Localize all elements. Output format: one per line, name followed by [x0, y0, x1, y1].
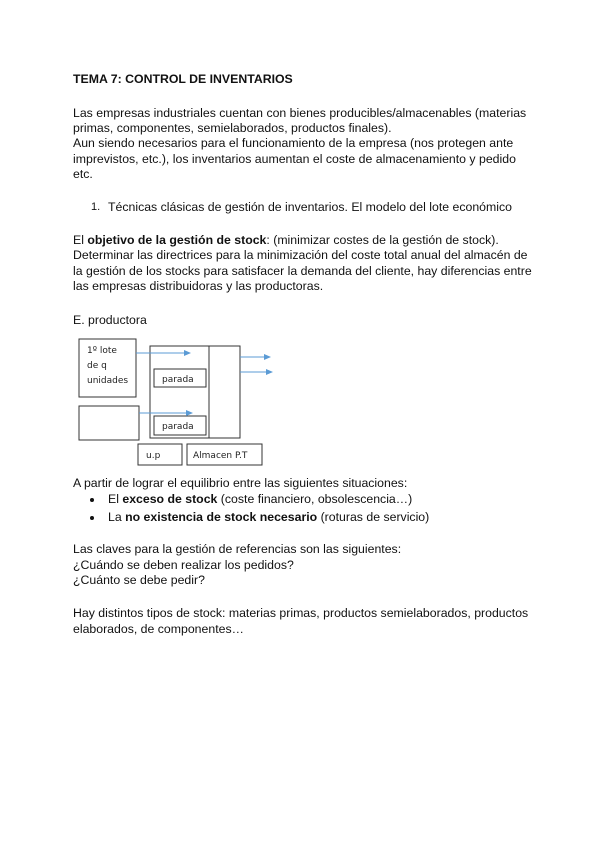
intro-line-2: primas, componentes, semielaborados, productos finales).	[73, 121, 392, 135]
objective-line-4: las empresas distribuidoras y las productoras.	[73, 279, 324, 293]
stop-label-2: parada	[162, 422, 194, 432]
intro-line-1: Las empresas industriales cuentan con bienes producibles/almacenables (materias	[73, 106, 527, 120]
page-title: TEMA 7: CONTROL DE INVENTARIOS	[73, 72, 293, 86]
empty-box	[79, 406, 139, 440]
lot-label-1: 1º lote	[87, 346, 117, 356]
up-label: u.p	[146, 451, 161, 461]
warehouse-label: Almacen P.T	[193, 451, 248, 461]
bullet-item-2: La no existencia de stock necesario (roturas de servicio)	[108, 510, 430, 524]
bullet-dot-1	[90, 498, 94, 502]
lot-label-2: de q	[87, 361, 107, 371]
keys-line-1: Las claves para la gestión de referencias son las siguientes:	[73, 542, 402, 556]
bullet-item-1: El exceso de stock (coste financiero, obsolescencia…)	[108, 492, 413, 506]
types-line-1: Hay distintos tipos de stock: materias primas, productos semielaborados, productos	[73, 606, 529, 620]
intro-line-5: etc.	[73, 167, 93, 181]
keys-line-3: ¿Cuánto se debe pedir?	[73, 573, 205, 587]
types-line-2: elaborados, de componentes…	[73, 622, 244, 636]
intro-line-3: Aun siendo necesarios para el funcionamiento de la empresa (nos protegen ante	[73, 136, 514, 150]
balance-intro: A partir de lograr el equilibrio entre las siguientes situaciones:	[73, 476, 408, 490]
objective-bold: objetivo de la gestión de stock	[87, 233, 267, 247]
intro-line-4: imprevistos, etc.), los inventarios aumentan el coste de almacenamiento y pedido	[73, 152, 516, 166]
keys-line-2: ¿Cuándo se deben realizar los pedidos?	[73, 558, 294, 572]
stop-label-1: parada	[162, 375, 194, 385]
bullet-dot-2	[90, 516, 94, 520]
list-item-text: Técnicas clásicas de gestión de inventarios. El modelo del lote económico	[108, 200, 512, 214]
objective-line-3: la gestión de los stocks para satisfacer la demanda del cliente, hay diferencias entre	[73, 264, 532, 278]
objective-line-1: El objetivo de la gestión de stock: (minimizar costes de la gestión de stock).	[73, 233, 499, 247]
objective-line-2: Determinar las directrices para la minimización del coste total anual del almacén de	[73, 248, 528, 262]
lot-label-3: unidades	[87, 376, 129, 386]
list-item-number: 1.	[91, 201, 101, 213]
diagram-heading: E. productora	[73, 313, 147, 327]
